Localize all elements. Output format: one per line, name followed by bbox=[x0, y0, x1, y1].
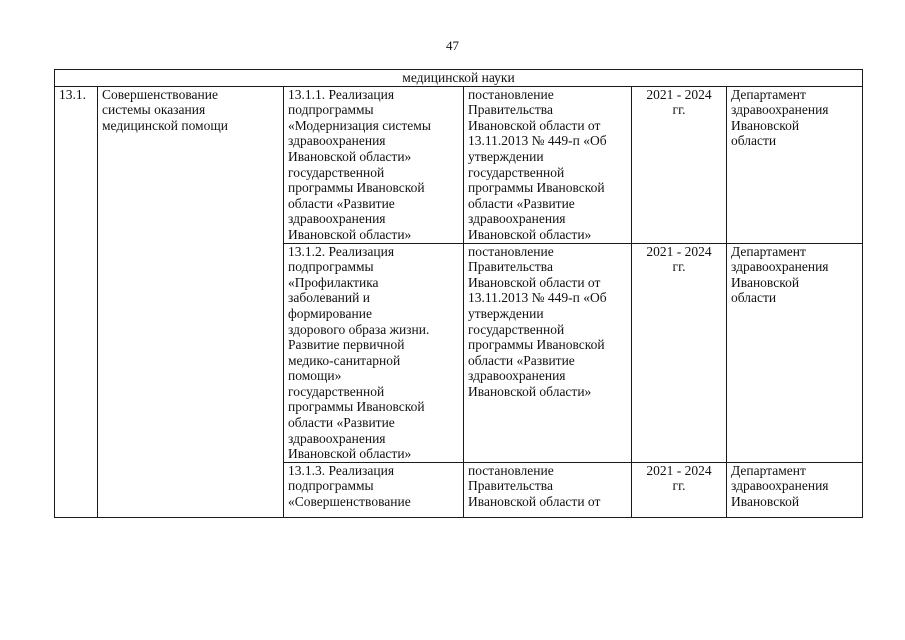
text-line: утверждении bbox=[468, 148, 544, 164]
text-line: 13.11.2013 № 449-п «Об bbox=[468, 290, 607, 306]
text-line: программы Ивановской bbox=[468, 180, 605, 196]
text-line: государственной bbox=[288, 164, 385, 180]
text-line: Ивановской bbox=[731, 117, 800, 133]
text-line: здравоохранения bbox=[731, 102, 829, 118]
text-line: Совершенствование bbox=[102, 86, 218, 102]
executor bbox=[727, 462, 863, 517]
text-line: 2021 - 2024 bbox=[646, 243, 712, 259]
text-line: области bbox=[731, 290, 777, 306]
text-line: медицинской помощи bbox=[102, 117, 228, 133]
text-line: здравоохранения bbox=[288, 133, 386, 149]
text-line: «Профилактика bbox=[288, 274, 379, 290]
text-line: «Модернизация системы bbox=[288, 117, 431, 133]
text-line: Ивановской области от bbox=[468, 117, 601, 133]
page-number: 47 bbox=[446, 38, 459, 53]
text-line: Департамент bbox=[731, 462, 806, 478]
text-line: здравоохранения bbox=[288, 211, 386, 227]
text-line: государственной bbox=[468, 164, 565, 180]
text-line: Ивановской области» bbox=[468, 383, 592, 399]
text-line: заболеваний и bbox=[288, 290, 370, 306]
text-line: Правительства bbox=[468, 259, 553, 275]
text-line: программы Ивановской bbox=[288, 180, 425, 196]
text-line: области bbox=[731, 133, 777, 149]
table-row bbox=[55, 86, 863, 243]
text-line: помощи» bbox=[288, 368, 342, 384]
text-line: постановление bbox=[468, 462, 554, 478]
text-line: здравоохранения bbox=[468, 211, 566, 227]
text-line: Правительства bbox=[468, 478, 553, 494]
text-line: 2021 - 2024 bbox=[646, 462, 712, 478]
text-line: Ивановской области от bbox=[468, 494, 601, 510]
text-line: гг. bbox=[672, 259, 686, 275]
activity-name bbox=[284, 462, 464, 517]
text-line: здравоохранения bbox=[468, 368, 566, 384]
text-line: области «Развитие bbox=[468, 195, 575, 211]
text-line: Ивановской области» bbox=[288, 226, 412, 242]
text-line: 13.1.3. Реализация bbox=[288, 462, 395, 478]
text-line: Ивановской области» bbox=[288, 446, 412, 462]
text-line: постановление bbox=[468, 243, 554, 259]
section-title: медицинской науки bbox=[55, 70, 863, 87]
text-line: Правительства bbox=[468, 102, 553, 118]
text-line: формирование bbox=[288, 305, 372, 321]
text-line: Развитие первичной bbox=[288, 337, 405, 353]
text-line: 13.1.1. Реализация bbox=[288, 86, 395, 102]
text-line: Ивановской области» bbox=[288, 148, 412, 164]
period bbox=[632, 86, 727, 243]
text-line: подпрограммы bbox=[288, 259, 374, 275]
text-line: системы оказания bbox=[102, 102, 206, 118]
activity-name bbox=[284, 86, 464, 243]
text-line: здравоохранения bbox=[731, 478, 829, 494]
task-name bbox=[98, 86, 284, 517]
text-line: здравоохранения bbox=[288, 430, 386, 446]
text-line: области «Развитие bbox=[468, 352, 575, 368]
text-line: Ивановской области» bbox=[468, 226, 592, 242]
text-line: государственной bbox=[288, 383, 385, 399]
text-line: Департамент bbox=[731, 86, 806, 102]
activity-name bbox=[284, 243, 464, 462]
period bbox=[632, 243, 727, 462]
text-line: здравоохранения bbox=[731, 259, 829, 275]
text-line: 2021 - 2024 bbox=[646, 86, 712, 102]
text-line: подпрограммы bbox=[288, 102, 374, 118]
measures-table bbox=[54, 69, 863, 518]
text-line: 13.1.2. Реализация bbox=[288, 243, 395, 259]
text-line: постановление bbox=[468, 86, 554, 102]
text-line: программы Ивановской bbox=[288, 399, 425, 415]
legal-basis bbox=[464, 86, 632, 243]
executor bbox=[727, 243, 863, 462]
text-line: подпрограммы bbox=[288, 478, 374, 494]
text-line: Департамент bbox=[731, 243, 806, 259]
text-line: 13.11.2013 № 449-п «Об bbox=[468, 133, 607, 149]
text-line: «Совершенствование bbox=[288, 494, 411, 510]
executor bbox=[727, 86, 863, 243]
text-line: Ивановской области от bbox=[468, 274, 601, 290]
row-number: 13.1. bbox=[55, 86, 98, 517]
text-line: области «Развитие bbox=[288, 415, 395, 431]
legal-basis bbox=[464, 462, 632, 517]
text-line: здорового образа жизни. bbox=[288, 321, 430, 337]
text-line: гг. bbox=[672, 102, 686, 118]
text-line: области «Развитие bbox=[288, 195, 395, 211]
text-line: государственной bbox=[468, 321, 565, 337]
section-header-row bbox=[55, 70, 863, 87]
text-line: Ивановской bbox=[731, 494, 800, 510]
period bbox=[632, 462, 727, 517]
text-line: медико-санитарной bbox=[288, 352, 401, 368]
text-line: программы Ивановской bbox=[468, 337, 605, 353]
text-line: утверждении bbox=[468, 305, 544, 321]
legal-basis bbox=[464, 243, 632, 462]
text-line: гг. bbox=[672, 478, 686, 494]
text-line: Ивановской bbox=[731, 274, 800, 290]
